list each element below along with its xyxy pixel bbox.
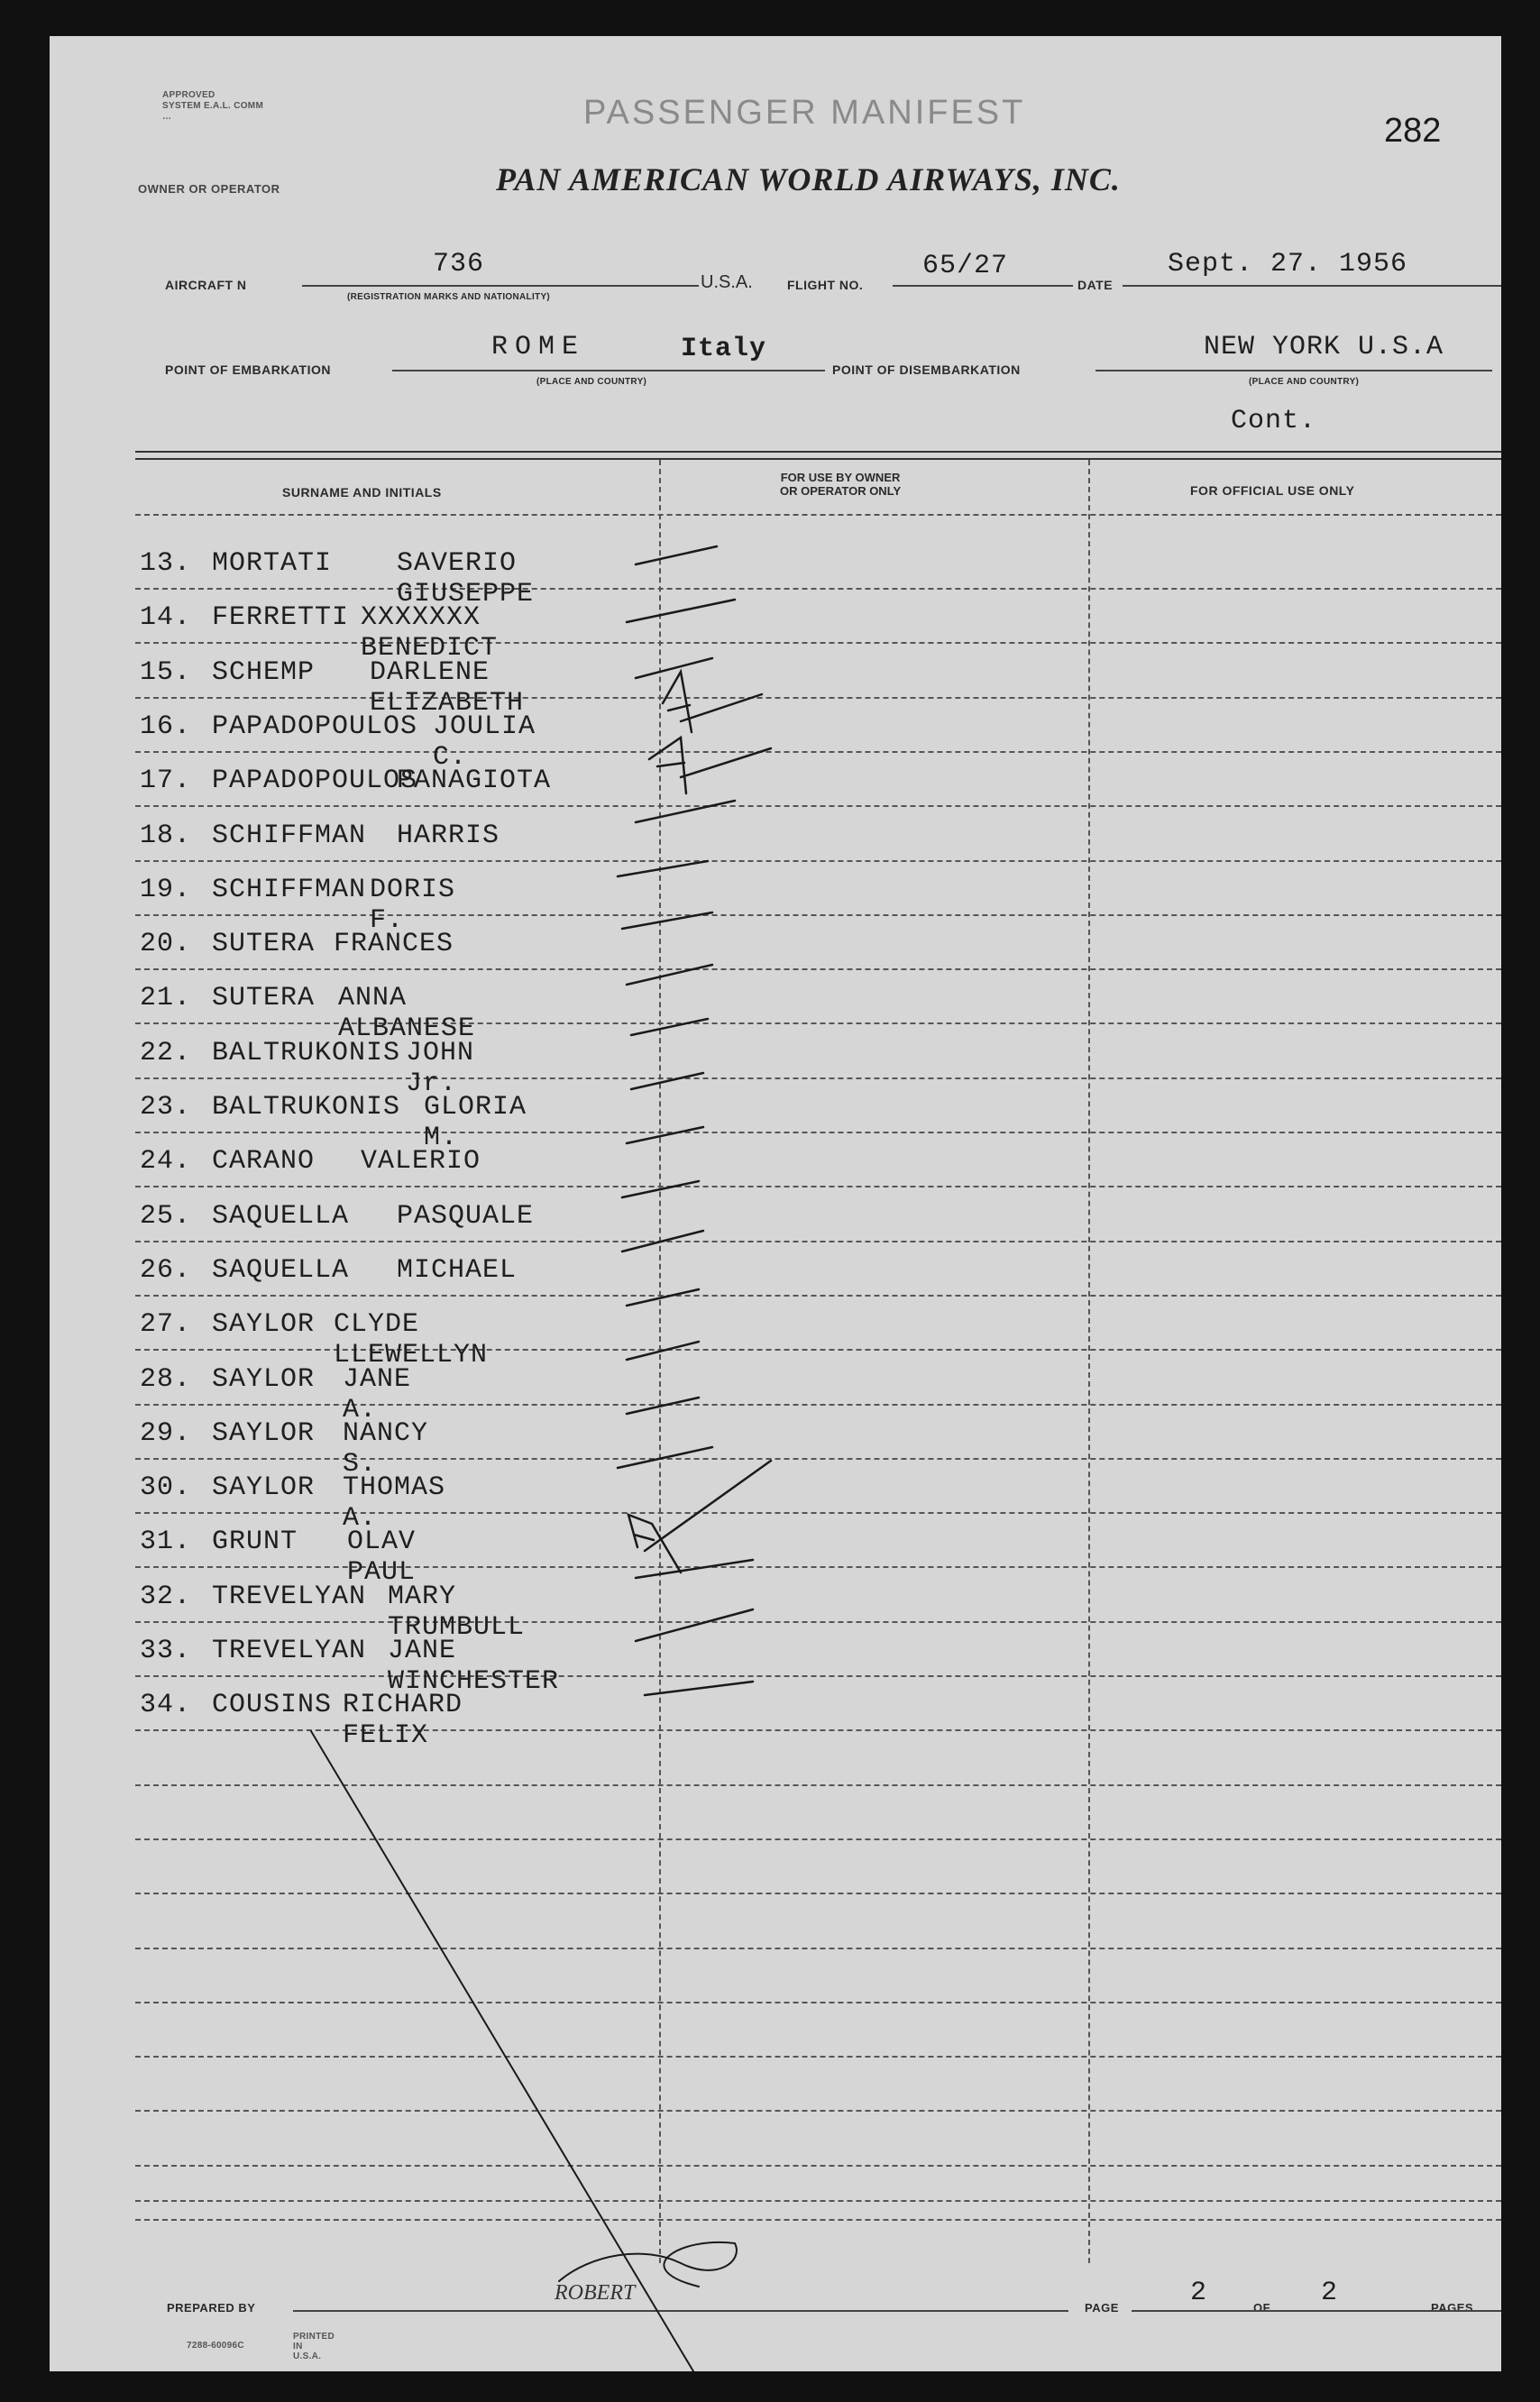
surname: SAYLOR — [212, 1364, 316, 1395]
surname: PAPADOPOULOS — [212, 711, 418, 742]
embarkation-country: Italy — [681, 334, 767, 364]
given-names: NANCY S. — [343, 1418, 429, 1480]
flight-label: FLIGHT NO. — [787, 278, 864, 292]
row-number: 30. — [140, 1472, 192, 1503]
check-mark — [622, 1181, 699, 1197]
surname: BALTRUKONIS — [212, 1038, 401, 1068]
cont-label: Cont. — [1231, 406, 1317, 436]
manifest-sheet — [50, 36, 1501, 2371]
flight-value: 65/27 — [922, 251, 1009, 281]
signature: ROBERT — [555, 2281, 636, 2305]
surname: BALTRUKONIS — [212, 1092, 401, 1123]
disembarkation-label: POINT OF DISEMBARKATION — [832, 362, 1021, 377]
given-names: JANE A. — [343, 1364, 412, 1426]
check-mark — [631, 1019, 708, 1035]
given-names: FRANCES — [334, 929, 454, 959]
check-mark — [627, 600, 735, 622]
given-names: DORIS F. — [370, 875, 456, 936]
given-names: JANE WINCHESTER — [388, 1636, 560, 1697]
row-number: 13. — [140, 548, 192, 579]
surname: SCHEMP — [212, 657, 316, 688]
check-mark — [636, 1560, 753, 1578]
given-names: PASQUALE — [397, 1201, 535, 1232]
handwritten-marks — [50, 36, 1501, 2371]
surname: PAPADOPOULOS — [212, 766, 418, 796]
row-number: 20. — [140, 929, 192, 959]
form-number: 7288-60096C — [187, 2341, 244, 2351]
row-number: 22. — [140, 1038, 192, 1068]
aircraft-value: 736 — [433, 249, 485, 280]
check-mark — [645, 1682, 753, 1695]
official-use-column-header: FOR OFFICIAL USE ONLY — [1190, 483, 1355, 498]
row-number: 16. — [140, 711, 192, 742]
printed-note: PRINTED IN U.S.A. — [293, 2332, 335, 2361]
date-value: Sept. 27. 1956 — [1168, 249, 1408, 280]
airline-name: PAN AMERICAN WORLD AIRWAYS, INC. — [496, 161, 1121, 197]
given-names: OLAV PAUL — [347, 1526, 417, 1588]
page-number: 282 — [1384, 112, 1442, 150]
row-number: 24. — [140, 1146, 192, 1177]
surname: CARANO — [212, 1146, 316, 1177]
surname: GRUNT — [212, 1526, 298, 1557]
embarkation-city: ROME — [491, 332, 586, 362]
surname-column-header: SURNAME AND INITIALS — [282, 485, 442, 500]
check-mark — [627, 1342, 699, 1360]
surname: SAYLOR — [212, 1472, 316, 1503]
row-number: 34. — [140, 1690, 192, 1720]
pages-label: PAGES — [1431, 2301, 1474, 2315]
surname: TREVELYAN — [212, 1581, 367, 1612]
given-names: SAVERIO GIUSEPPE — [397, 548, 535, 610]
row-number: 26. — [140, 1255, 192, 1286]
of-label: OF — [1253, 2301, 1271, 2315]
row-number: 32. — [140, 1581, 192, 1612]
surname: TREVELYAN — [212, 1636, 367, 1666]
owner-label: OWNER OR OPERATOR — [138, 182, 280, 196]
given-names: JOULIA C. — [433, 711, 536, 773]
given-names: CLYDE LLEWELLYN — [334, 1309, 489, 1371]
check-mark — [631, 1073, 703, 1089]
given-names: RICHARD FELIX — [343, 1690, 463, 1751]
row-number: 28. — [140, 1364, 192, 1395]
row-number: 17. — [140, 766, 192, 796]
check-mark — [636, 658, 712, 678]
check-mark — [663, 672, 762, 732]
cancel-line — [311, 1731, 699, 2371]
row-number: 15. — [140, 657, 192, 688]
given-names: GLORIA M. — [424, 1092, 527, 1153]
given-names: MICHAEL — [397, 1255, 518, 1286]
disembarkation-value: NEW YORK U.S.A — [1204, 332, 1444, 362]
page-label: PAGE — [1085, 2301, 1119, 2315]
row-number: 14. — [140, 602, 192, 633]
date-label: DATE — [1077, 278, 1114, 292]
surname: MORTATI — [212, 548, 333, 579]
signature-scribble — [559, 2242, 737, 2287]
embarkation-label: POINT OF EMBARKATION — [165, 362, 331, 377]
check-mark — [628, 1461, 771, 1572]
usa-label: U.S.A. — [701, 272, 753, 292]
check-mark — [627, 1398, 699, 1414]
check-mark — [636, 1609, 753, 1641]
surname: SCHIFFMAN — [212, 821, 367, 851]
row-number: 21. — [140, 983, 192, 1013]
row-number: 25. — [140, 1201, 192, 1232]
surname: SAQUELLA — [212, 1201, 350, 1232]
given-names: VALERIO — [361, 1146, 481, 1177]
surname: COUSINS — [212, 1690, 333, 1720]
row-number: 29. — [140, 1418, 192, 1449]
of-value: 2 — [1321, 2278, 1339, 2308]
given-names: DARLENE ELIZABETH — [370, 657, 525, 719]
given-names: MARY TRUMBULL — [388, 1581, 526, 1643]
place-note: (PLACE AND COUNTRY) — [536, 377, 647, 387]
given-names: JOHN Jr. — [406, 1038, 475, 1099]
check-mark — [636, 546, 717, 564]
surname: SAYLOR — [212, 1418, 316, 1449]
owner-use-column-header: FOR USE BY OWNER OR OPERATOR ONLY — [780, 471, 902, 498]
given-names: HARRIS — [397, 821, 500, 851]
place-note-2: (PLACE AND COUNTRY) — [1249, 377, 1360, 387]
prepared-label: PREPARED BY — [167, 2301, 256, 2315]
check-mark — [622, 912, 712, 929]
aircraft-label: AIRCRAFT N — [165, 278, 247, 292]
page-title: PASSENGER MANIFEST — [583, 94, 1026, 132]
given-names: PANAGIOTA — [397, 766, 552, 796]
check-mark — [649, 738, 771, 793]
surname: SCHIFFMAN — [212, 875, 367, 905]
check-mark — [622, 1231, 703, 1251]
registration-note: (REGISTRATION MARKS AND NATIONALITY) — [347, 292, 551, 302]
surname: FERRETTI — [212, 602, 350, 633]
surname: SUTERA — [212, 929, 316, 959]
check-mark — [627, 1289, 699, 1306]
row-number: 18. — [140, 821, 192, 851]
check-mark — [627, 965, 712, 985]
check-mark — [618, 1447, 712, 1468]
check-mark — [627, 1127, 703, 1143]
row-number: 31. — [140, 1526, 192, 1557]
approved-stamp: APPROVED SYSTEM E.A.L. COMM … — [162, 90, 264, 122]
row-number: 19. — [140, 875, 192, 905]
given-names: XXXXXXX BENEDICT — [361, 602, 499, 664]
page-value: 2 — [1190, 2278, 1208, 2308]
row-number: 27. — [140, 1309, 192, 1340]
row-number: 33. — [140, 1636, 192, 1666]
given-names: THOMAS A. — [343, 1472, 446, 1534]
check-mark — [618, 861, 708, 876]
given-names: ANNA ALBANESE — [338, 983, 476, 1044]
surname: SUTERA — [212, 983, 316, 1013]
check-mark — [636, 801, 735, 822]
surname: SAYLOR — [212, 1309, 316, 1340]
surname: SAQUELLA — [212, 1255, 350, 1286]
row-number: 23. — [140, 1092, 192, 1123]
